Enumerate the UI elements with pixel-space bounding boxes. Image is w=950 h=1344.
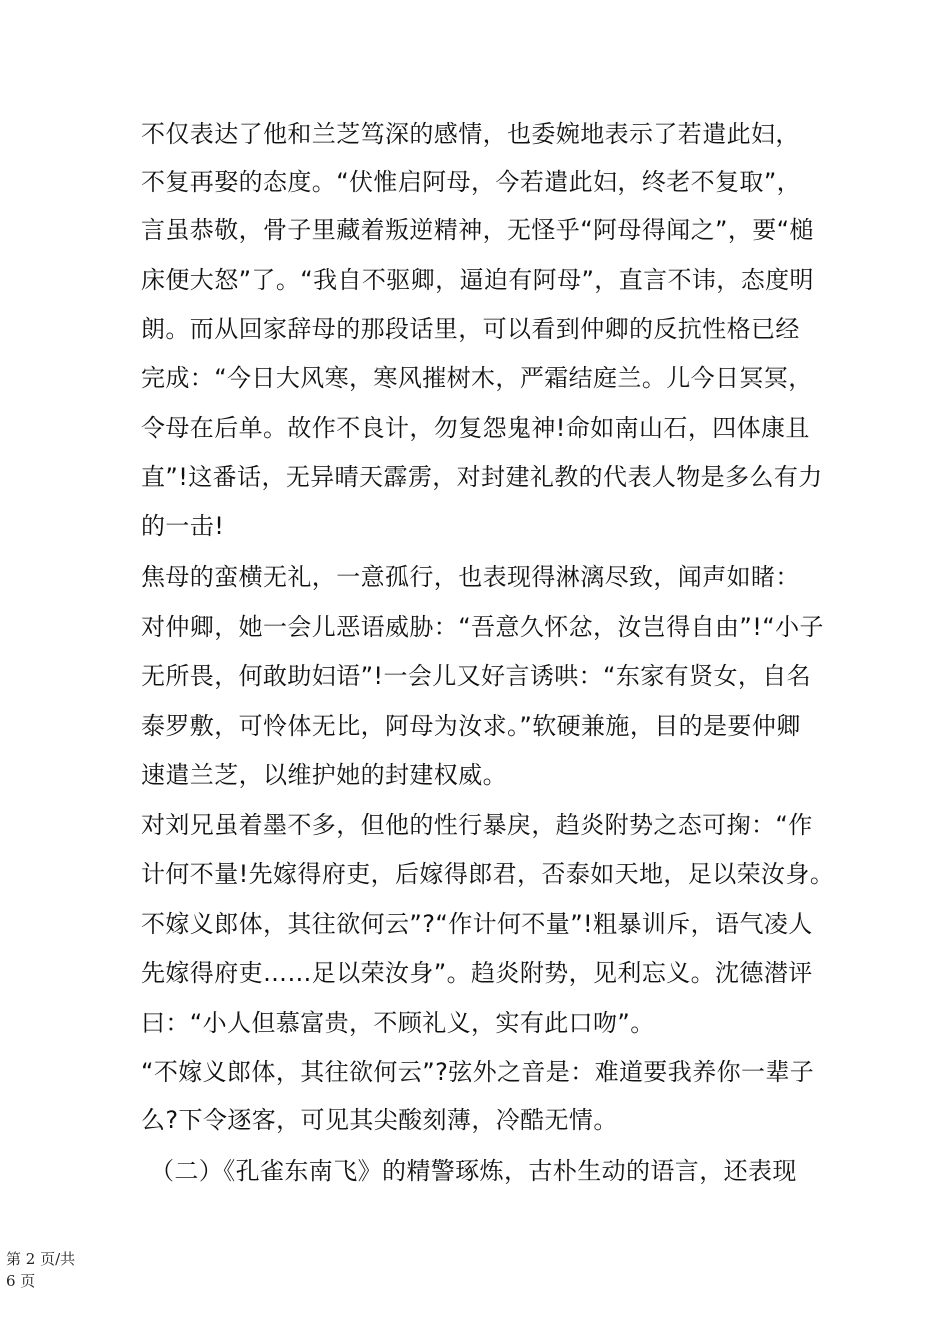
text-line: 计何不量!先嫁得府吏，后嫁得郎君，否泰如天地，足以荣汝身。 xyxy=(141,860,835,888)
text-line: 泰罗敷，可怜体无比，阿母为汝求。”软硬兼施，目的是要仲卿 xyxy=(141,712,801,740)
text-line: 床便大怒”了。“我自不驱卿，逼迫有阿母”，直言不讳，态度明 xyxy=(141,266,814,294)
text-line: 对刘兄虽着墨不多，但他的性行暴戾，趋炎附势之态可掬：“作 xyxy=(141,811,813,839)
page-number-line: 第 2 页/共 xyxy=(6,1250,76,1268)
text-line: 无所畏，何敢助妇语”!一会儿又好言诱哄：“东家有贤女，自名 xyxy=(141,662,812,690)
text-line: 不仅表达了他和兰芝笃深的感情，也委婉地表示了若遣此妇， xyxy=(141,120,800,148)
section-heading-line: （二）《孔雀东南飞》的精警琢炼，古朴生动的语言，还表现 xyxy=(150,1157,797,1185)
text-line: 言虽恭敬，骨子里藏着叛逆精神，无怪乎“阿母得闻之”，要“槌 xyxy=(141,216,814,244)
text-line: 令母在后单。故作不良计，勿复怨鬼神!命如南山石，四体康且 xyxy=(141,414,810,442)
text-line: 的一击! xyxy=(141,512,225,540)
text-line: 曰：“小人但慕富贵，不顾礼义，实有此口吻”。 xyxy=(141,1009,655,1037)
text-line: 焦母的蛮横无礼，一意孤行，也表现得淋漓尽致，闻声如睹： xyxy=(141,563,800,591)
text-line: 速遣兰芝，以维护她的封建权威。 xyxy=(141,761,507,789)
text-line: 不嫁义郎体，其往欲何云”?“作计何不量”!粗暴训斥，语气凌人 xyxy=(141,910,813,938)
text-line: 直”!这番话，无异晴天霹雳，对封建礼教的代表人物是多么有力 xyxy=(141,463,823,491)
text-line: 对仲卿，她一会儿恶语威胁：“吾意久怀忿，汝岂得自由”!“小子 xyxy=(141,613,824,641)
text-line: 完成：“今日大风寒，寒风摧树木，严霜结庭兰。儿今日冥冥， xyxy=(141,364,813,392)
text-line: “不嫁义郎体，其往欲何云”?弦外之音是：难道要我养你一辈子 xyxy=(141,1058,815,1086)
text-line: 不复再娶的态度。“伏惟启阿母，今若遣此妇，终老不复取”， xyxy=(141,168,802,196)
page-footer xyxy=(6,1248,96,1292)
page-total-line: 6 页 xyxy=(6,1272,36,1290)
text-line: 么?下令逐客，可见其尖酸刻薄，冷酷无情。 xyxy=(141,1106,618,1134)
text-line: 先嫁得府吏……足以荣汝身”。趋炎附势，见利忘义。沈德潜评 xyxy=(141,959,813,987)
text-line: 朗。而从回家辞母的那段话里，可以看到仲卿的反抗性格已经 xyxy=(141,315,800,343)
